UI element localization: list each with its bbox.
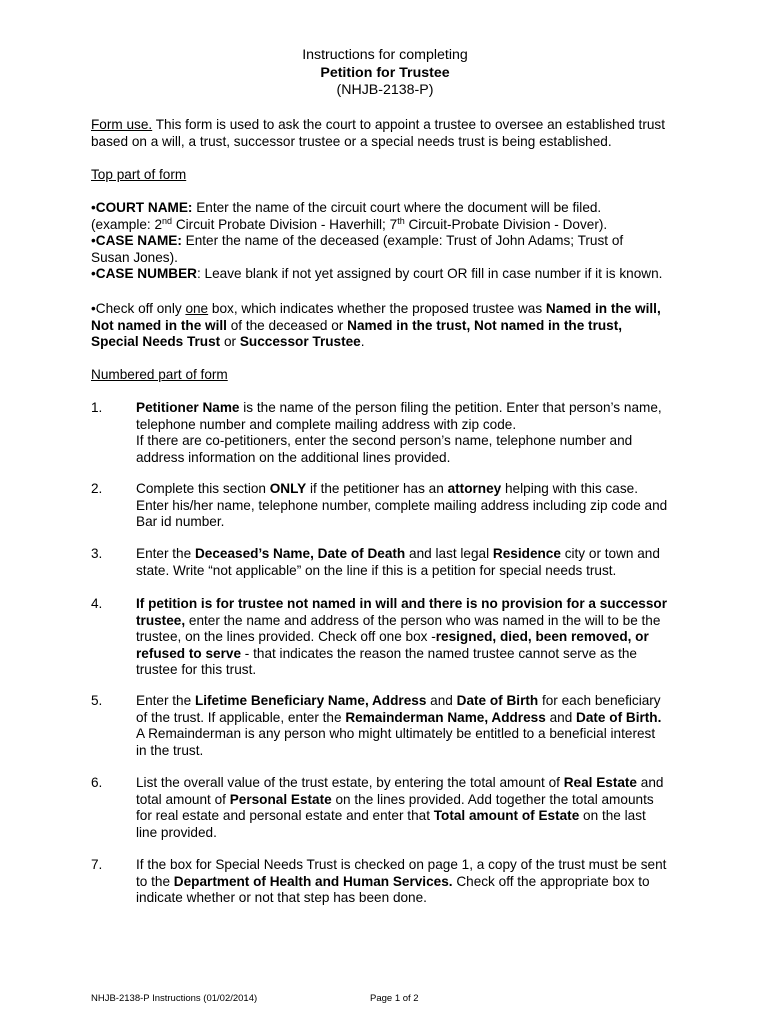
case-name-text-1: Enter the name of the deceased (example: Trust of John Adams; Trust of <box>181 233 624 248</box>
item5-t4: and <box>545 709 577 725</box>
item6-b1: Real Estate <box>563 775 637 790</box>
item5-b4: Date of Birth. <box>576 709 662 725</box>
item4-b3: resigned, died, been removed, or <box>435 629 649 644</box>
example-part-a: (example: 2 <box>91 216 163 232</box>
case-name-label: CASE NAME: <box>95 233 182 248</box>
item2-l2: Enter his/her name, telephone number, complete mailing address including zip code and <box>136 497 668 513</box>
item6-b2: Personal Estate <box>229 791 332 807</box>
top-part-heading-text: Top part of form <box>91 167 187 182</box>
item-text <box>136 596 686 679</box>
example-sup-2: th <box>397 215 405 226</box>
item5-b1: Lifetime Beneficiary Name, Address <box>194 693 427 708</box>
checkoff-b1: Named in the will, <box>545 301 661 316</box>
item2-b1: ONLY <box>269 481 307 496</box>
document-title: Petition for Trustee <box>320 64 450 81</box>
item2-t1: Complete this section <box>136 481 270 496</box>
court-name-example <box>91 217 691 234</box>
item5-l3: A Remainderman is any person who might ultimately be entitled to a beneficial interest <box>136 726 656 741</box>
item1-b1: Petitioner Name <box>136 400 240 415</box>
item3-l2: state. Write “not applicable” on the line if this is a petition for special needs trust. <box>136 562 617 578</box>
top-part-heading <box>91 167 691 184</box>
item4-b1: If petition is for trustee not named in will and there is no provision for a successor <box>136 596 667 611</box>
item3-b2: Residence <box>492 546 561 561</box>
item-text <box>136 693 686 759</box>
example-sup-1: nd <box>162 215 173 226</box>
item6-l2a: total amount of <box>136 791 230 807</box>
item-number: 2. <box>91 481 103 496</box>
check-off-instruction: •Check off only one box, which indicates whether the proposed trustee was Named in the will, Not named in the will of the deceased or Named in the trust, Not named in the trust, Special Needs Trust or Successor Trustee. <box>91 301 661 349</box>
item1-l1: is the name of the person filing the petition. Enter that person’s name, <box>239 400 662 415</box>
item-number: 4. <box>91 596 103 611</box>
checkoff-one: one <box>185 301 209 316</box>
header-line-1: Instructions for completing <box>302 47 468 63</box>
item4-l3a: trustee, on the lines provided. Check off one box - <box>136 629 436 644</box>
item-number: 5. <box>91 693 103 708</box>
item3-t1: Enter the <box>136 546 195 561</box>
item5-b3: Remainderman Name, Address <box>345 709 546 725</box>
example-part-c: Circuit-Probate Division - Dover). <box>404 216 608 232</box>
item6-t3: on the lines provided. Add together the total amounts <box>331 791 654 807</box>
item6-l3a: for real estate and personal estate and enter that <box>136 808 434 823</box>
item7-b1: Department of Health and Human Services. <box>173 873 453 889</box>
item5-t1: Enter the <box>136 693 195 708</box>
item3-t2: and last legal <box>405 546 493 561</box>
item5-t3: for each beneficiary <box>538 693 661 708</box>
item5-t2: and <box>426 693 457 708</box>
item5-l4: in the trust. <box>136 742 204 758</box>
item1-l4: address information on the additional lines provided. <box>136 449 451 465</box>
item7-l3: indicate whether or not that step has been done. <box>136 890 427 905</box>
item6-t2: and <box>637 775 664 790</box>
item-number: 6. <box>91 775 103 790</box>
item7-t2: Check off the appropriate box to <box>452 873 650 889</box>
item7-l1: If the box for Special Needs Trust is checked on page 1, a copy of the trust must be sent <box>136 857 667 872</box>
item6-t4: on the last <box>579 808 646 823</box>
item-number: 3. <box>91 546 103 561</box>
court-name-label: COURT NAME: <box>95 200 193 215</box>
item4-t2: enter the name and address of the person who was named in the will to be the <box>185 612 661 628</box>
form-use-text-2: based on a will, a trust, successor trustee or a special needs trust is being established. <box>91 133 612 149</box>
form-number: (NHJB-2138-P) <box>336 82 434 98</box>
checkoff-t4: or <box>220 334 240 349</box>
item-text <box>136 546 686 579</box>
case-number-text: : Leave blank if not yet assigned by court OR fill in case number if it is known. <box>196 266 663 281</box>
item4-b2: trustee, <box>136 612 186 628</box>
item4-l5: trustee for this trust. <box>136 662 257 677</box>
checkoff-b3: Named in the trust, Not named in the trust, <box>347 317 623 333</box>
item-text <box>136 400 686 466</box>
numbered-part-heading <box>91 367 691 384</box>
item6-t1: List the overall value of the trust estate, by entering the total amount of <box>136 775 564 790</box>
item3-b1: Deceased’s Name, Date of Death <box>194 546 406 561</box>
item3-t3: city or town and <box>560 546 660 561</box>
checkoff-t1: Check off only <box>95 301 186 316</box>
checkoff-t3: of the deceased or <box>226 317 348 333</box>
form-use-label: Form use. <box>91 117 153 132</box>
checkoff-b2: Not named in the will <box>91 317 227 333</box>
numbered-part-heading-text: Numbered part of form <box>91 367 228 382</box>
item1-l3: If there are co-petitioners, enter the second person’s name, telephone number and <box>136 433 633 448</box>
item2-t3: helping with this case. <box>501 481 638 496</box>
document-header <box>0 47 770 100</box>
item2-b2: attorney <box>447 481 502 496</box>
item-text <box>136 857 686 907</box>
checkoff-b4: Special Needs Trust <box>91 334 221 349</box>
checkoff-t2: box, which indicates whether the proposed trustee was <box>208 301 546 316</box>
form-use-text-1: This form is used to ask the court to appoint a trustee to oversee an established trust <box>152 117 665 132</box>
item7-l2a: to the <box>136 873 174 889</box>
example-part-b: Circuit Probate Division - Haverhill; 7 <box>172 216 398 232</box>
item1-l2: telephone number and complete mailing address with zip code. <box>136 416 517 432</box>
checkoff-t5: . <box>360 334 365 349</box>
item5-l2a: of the trust. If applicable, enter the <box>136 709 346 725</box>
item6-l4: line provided. <box>136 824 217 840</box>
court-name-bullet: •COURT NAME: Enter the name of the circuit court where the document will be filed. (example: 2nd Circuit Probate Division - Haverhill; 7th Circuit-Probate Division - Dover). •CASE NAME: Enter the name of the deceased (example: Trust of John Adams; Trust of Susan Jones). •CASE NUMBER: Leave blank if not yet assigned by court OR fill in case number if it is known. <box>91 200 691 283</box>
item2-l3: Bar id number. <box>136 514 225 529</box>
item4-t4: - that indicates the reason the named trustee cannot serve as the <box>241 645 637 661</box>
footer-page-number: Page 1 of 2 <box>370 993 419 1004</box>
item5-b2: Date of Birth <box>456 693 539 708</box>
form-use-section <box>91 117 691 150</box>
item-text <box>136 775 686 841</box>
footer-form-id: NHJB-2138-P Instructions (01/02/2014) <box>91 993 258 1004</box>
case-number-label: CASE NUMBER <box>95 266 197 281</box>
item-text <box>136 481 686 531</box>
item-number: 1. <box>91 400 103 415</box>
item6-b3: Total amount of Estate <box>433 808 580 823</box>
case-name-text-2: Susan Jones). <box>91 249 178 265</box>
checkoff-b5: Successor Trustee <box>239 334 361 349</box>
court-name-text: Enter the name of the circuit court where the document will be filed. <box>192 200 602 215</box>
item4-b4: refused to serve <box>136 645 242 661</box>
item2-t2: if the petitioner has an <box>306 481 448 496</box>
item-number: 7. <box>91 857 103 872</box>
